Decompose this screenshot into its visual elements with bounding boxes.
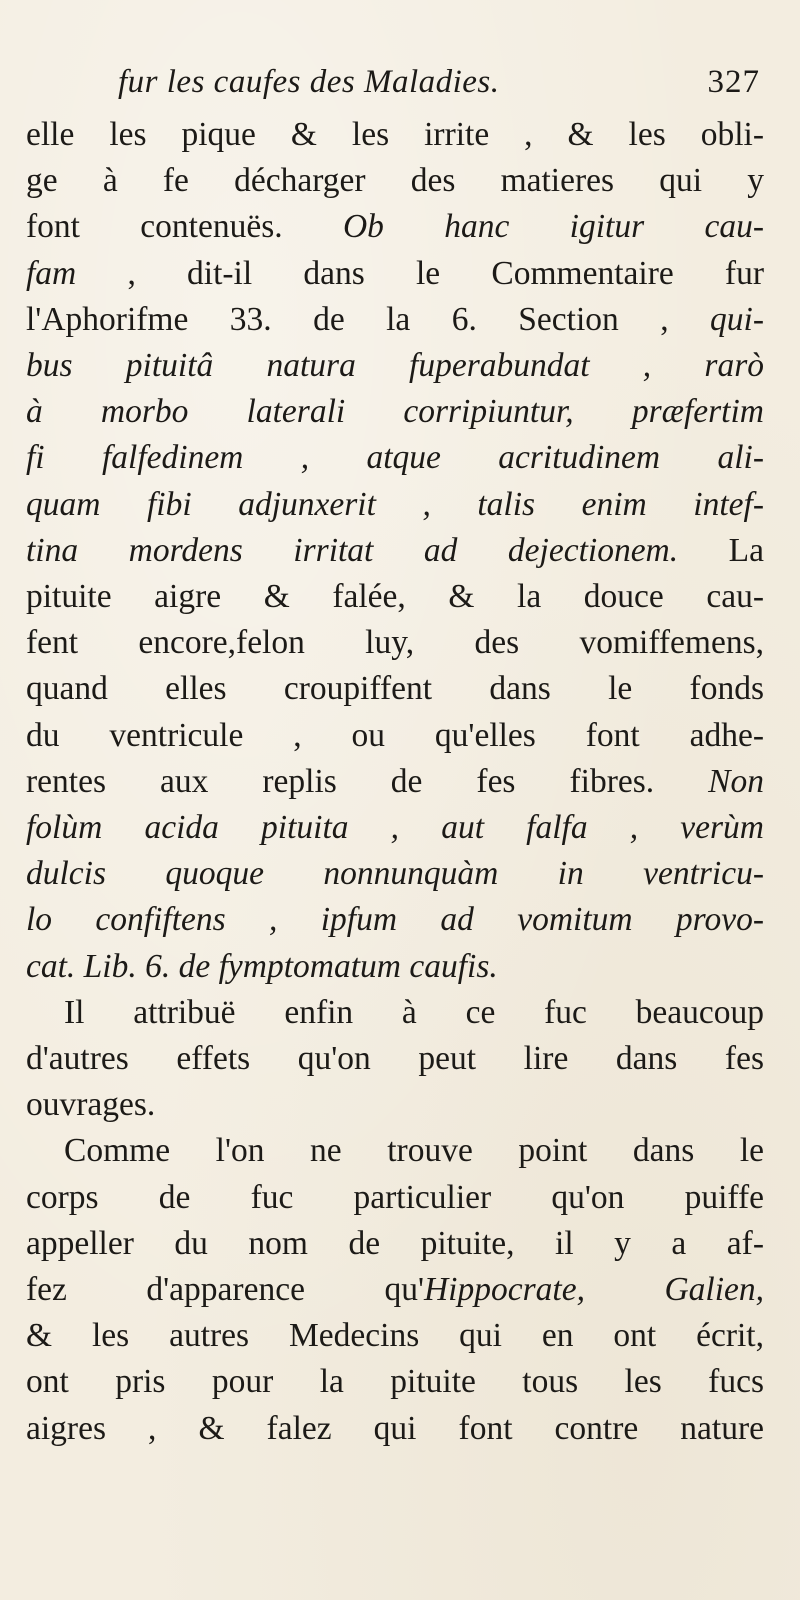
italic-text: tina mordens irritat ad dejectionem.: [26, 531, 679, 569]
italic-text: quam fibi adjunxerit , talis enim intef-: [26, 485, 764, 523]
roman-text: du ventricule , ou qu'elles font adhe-: [26, 716, 764, 754]
italic-text: cat. Lib. 6. de fymptomatum caufis.: [26, 947, 498, 985]
body-text: [26, 112, 764, 1452]
italic-text: Non: [708, 762, 764, 800]
italic-text: à morbo laterali corripiuntur, præfertim: [26, 393, 764, 431]
page-header: [26, 58, 764, 112]
roman-text: ont pris pour la pituite tous les fucs: [26, 1363, 764, 1401]
text-line: [26, 990, 764, 1036]
italic-text: fi falfedinem , atque acritudinem ali-: [26, 439, 764, 477]
roman-text: fent encore,felon luy, des vomiffemens,: [26, 624, 764, 662]
text-line: [26, 666, 764, 712]
roman-text: ge à fe décharger des matieres qui y: [26, 162, 764, 200]
text-line: [26, 805, 764, 851]
roman-text: font contenuës.: [26, 208, 343, 246]
text-line: [26, 482, 764, 528]
text-line: [26, 1267, 764, 1313]
italic-text: dulcis quoque nonnunquàm in ventricu-: [26, 855, 764, 893]
text-line: [26, 204, 764, 250]
text-line: [26, 1128, 764, 1174]
roman-text: aigres , & falez qui font contre nature: [26, 1409, 764, 1447]
italic-text: bus pituitâ natura fuperabundat , rarò: [26, 347, 764, 385]
text-line: [26, 1036, 764, 1082]
text-line: [26, 297, 764, 343]
roman-text: fez d'apparence qu': [26, 1271, 424, 1309]
roman-text: , dit-il dans le Commentaire fur: [76, 254, 764, 292]
roman-text: Il attribuë enfin à ce fuc beaucoup: [64, 993, 764, 1031]
roman-text: quand elles croupiffent dans le fonds: [26, 670, 764, 708]
roman-text: ouvrages.: [26, 1086, 156, 1124]
text-line: [26, 158, 764, 204]
roman-text: d'autres effets qu'on peut lire dans fes: [26, 1040, 764, 1078]
text-line: [26, 574, 764, 620]
roman-text: elle les pique & les irrite , & les obli-: [26, 116, 764, 153]
roman-text: Comme l'on ne trouve point dans le: [64, 1132, 764, 1170]
roman-text: & les autres Medecins qui en ont écrit,: [26, 1317, 764, 1355]
text-line: [26, 1313, 764, 1359]
text-line: [26, 1359, 764, 1405]
text-line: [26, 897, 764, 943]
text-line: [26, 1175, 764, 1221]
page-number: 327: [707, 64, 760, 100]
text-line: [26, 713, 764, 759]
italic-text: fam: [26, 254, 77, 292]
italic-text: qui-: [710, 300, 764, 338]
text-line: [26, 389, 764, 435]
italic-text: Hippocrate, Galien,: [423, 1271, 764, 1309]
roman-text: pituite aigre & falée, & la douce cau-: [26, 578, 764, 616]
text-line: [26, 528, 764, 574]
text-line: [26, 1082, 764, 1128]
roman-text: l'Aphorifme 33. de la 6. Section ,: [26, 300, 711, 338]
roman-text: La: [678, 531, 764, 569]
italic-text: folùm acida pituita , aut falfa , verùm: [26, 809, 764, 847]
text-line: [26, 944, 764, 990]
text-line: [26, 759, 764, 805]
text-line: [26, 435, 764, 481]
italic-text: Ob hanc igitur cau-: [342, 208, 764, 246]
roman-text: appeller du nom de pituite, il y a af-: [26, 1224, 764, 1262]
text-line: [26, 251, 764, 297]
italic-text: lo confiftens , ipfum ad vomitum provo-: [26, 901, 764, 939]
roman-text: corps de fuc particulier qu'on puiffe: [26, 1178, 764, 1216]
text-line: [26, 343, 764, 389]
running-title: fur les caufes des Maladies.: [118, 64, 500, 100]
text-line: [26, 1406, 764, 1452]
text-line: [26, 112, 764, 158]
text-line: [26, 851, 764, 897]
text-line: [26, 620, 764, 666]
roman-text: rentes aux replis de fes fibres.: [26, 762, 709, 800]
text-line: [26, 1221, 764, 1267]
